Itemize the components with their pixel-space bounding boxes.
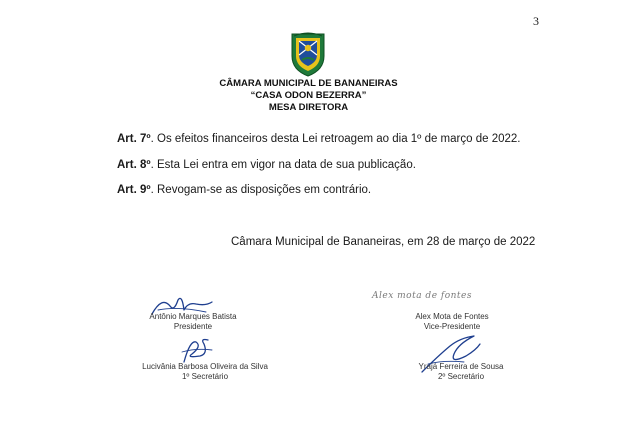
signatory-role: Vice-Presidente — [423, 322, 481, 331]
place-and-date: Câmara Municipal de Bananeiras, em 28 de março de 2022 — [231, 236, 536, 248]
chamber-nickname: “CASA ODON BEZERRA” — [250, 90, 367, 101]
signatory-vice-president — [377, 312, 527, 332]
bananeiras-coat-of-arms-icon — [288, 30, 328, 78]
signatory-name: Yrajá Ferreira de Sousa — [418, 362, 504, 371]
signatory-name: Antônio Marques Batista — [149, 312, 237, 321]
article-label: Art. 9º — [117, 184, 151, 196]
article-7 — [117, 133, 520, 145]
signatory-role: Presidente — [173, 322, 213, 331]
signatory-second-secretary — [386, 362, 536, 382]
article-label: Art. 7º — [117, 133, 151, 145]
signatory-name: Lucivânia Barbosa Oliveira da Silva — [142, 362, 268, 371]
article-9 — [117, 184, 371, 196]
article-8 — [117, 159, 416, 171]
signatory-role: 1º Secretário — [181, 372, 229, 381]
article-text: . Os efeitos financeiros desta Lei retroagem ao dia 1º de março de 2022. — [150, 133, 521, 145]
chamber-name: CÂMARA MUNICIPAL DE BANANEIRAS — [219, 78, 398, 89]
signatory-role: 2º Secretário — [437, 372, 485, 381]
signatory-president — [118, 312, 268, 332]
signatory-first-secretary — [110, 362, 300, 382]
article-text: . Revogam-se as disposições em contrário. — [150, 184, 372, 196]
page-number: 3 — [533, 14, 539, 28]
signatory-name: Alex Mota de Fontes — [415, 312, 489, 321]
board-title: MESA DIRETORA — [268, 102, 349, 113]
handwritten-note: Alex mota de fontes — [372, 291, 472, 301]
article-text: . Esta Lei entra em vigor na data de sua publicação. — [150, 159, 416, 171]
article-label: Art. 8º — [117, 159, 151, 171]
